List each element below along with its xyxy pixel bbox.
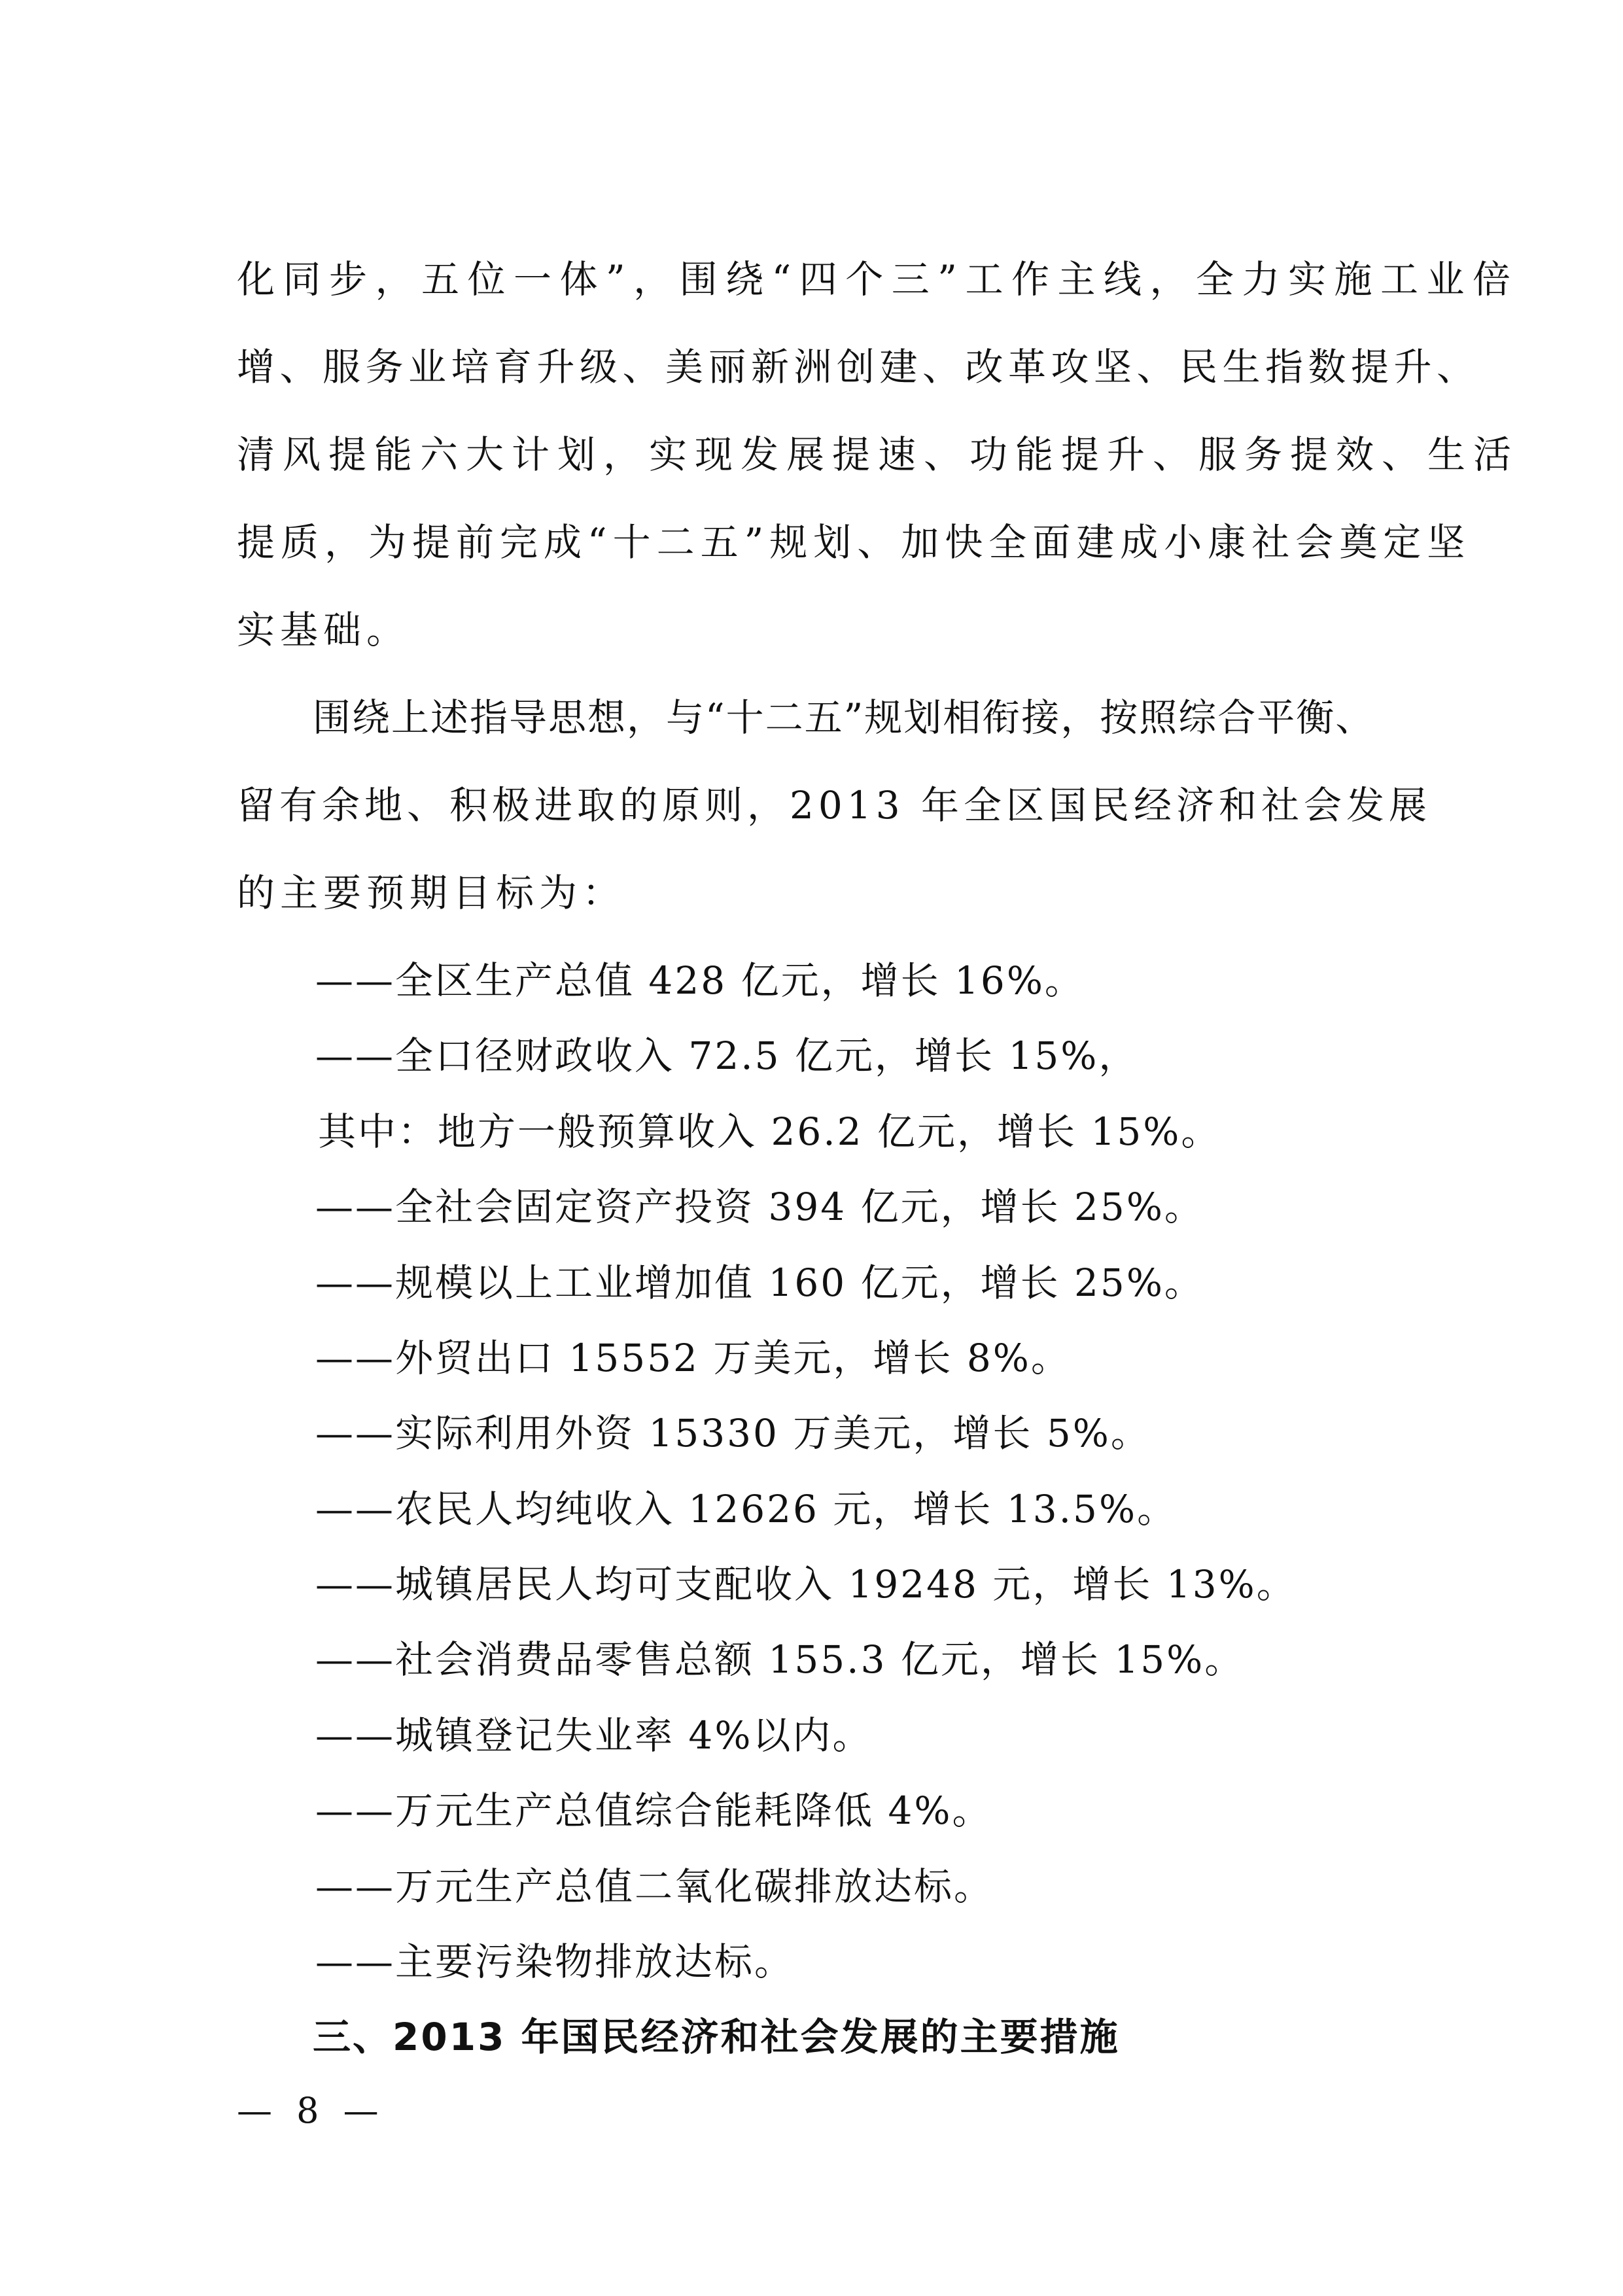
target-item: ——实际利用外资 15330 万美元，增长 5%。 xyxy=(315,1411,1151,1455)
target-item: ——万元生产总值综合能耗降低 4%。 xyxy=(315,1788,992,1833)
target-item: ——农民人均纯收入 12626 元，增长 13.5%。 xyxy=(315,1487,1178,1531)
paragraph-line: 增、服务业培育升级、美丽新洲创建、改革攻坚、民生指数提升、 xyxy=(237,345,1480,389)
paragraph-line: 实基础。 xyxy=(237,608,410,652)
target-item: ——社会消费品零售总额 155.3 亿元，增长 15%。 xyxy=(315,1637,1245,1682)
paragraph-line: 清风提能六大计划，实现发展提速、功能提升、服务提效、生活 xyxy=(237,432,1520,477)
paragraph-line: 围绕上述指导思想，与“十二五”规划相衔接，按照综合平衡、 xyxy=(313,695,1375,740)
paragraph-line: 留有余地、积极进取的原则，2013 年全区国民经济和社会发展 xyxy=(237,783,1432,827)
target-item: ——主要污染物排放达标。 xyxy=(315,1939,795,1984)
section-heading: 三、2013 年国民经济和社会发展的主要措施 xyxy=(313,2015,1120,2059)
target-item: ——规模以上工业增加值 160 亿元，增长 25%。 xyxy=(315,1261,1204,1305)
paragraph-line: 化同步，五位一体”，围绕“四个三”工作主线，全力实施工业倍 xyxy=(237,257,1519,302)
page-number: — 8 — xyxy=(237,2090,385,2131)
paragraph-line: 提质，为提前完成“十二五”规划、加快全面建成小康社会奠定坚 xyxy=(237,520,1471,565)
target-item: ——外贸出口 15552 万美元，增长 8%。 xyxy=(315,1336,1071,1380)
paragraph-line: 的主要预期目标为： xyxy=(237,871,626,915)
target-item: ——全区生产总值 428 亿元，增长 16%。 xyxy=(315,958,1085,1003)
target-item: ——城镇登记失业率 4%以内。 xyxy=(315,1713,873,1758)
target-item: ——全口径财政收入 72.5 亿元，增长 15%， xyxy=(315,1034,1139,1078)
target-item: ——万元生产总值二氧化碳排放达标。 xyxy=(315,1864,994,1909)
target-item: 其中：地方一般预算收入 26.2 亿元，增长 15%。 xyxy=(318,1109,1221,1154)
target-item: ——城镇居民人均可支配收入 19248 元，增长 13%。 xyxy=(315,1562,1297,1607)
target-item: ——全社会固定资产投资 394 亿元，增长 25%。 xyxy=(315,1185,1204,1229)
